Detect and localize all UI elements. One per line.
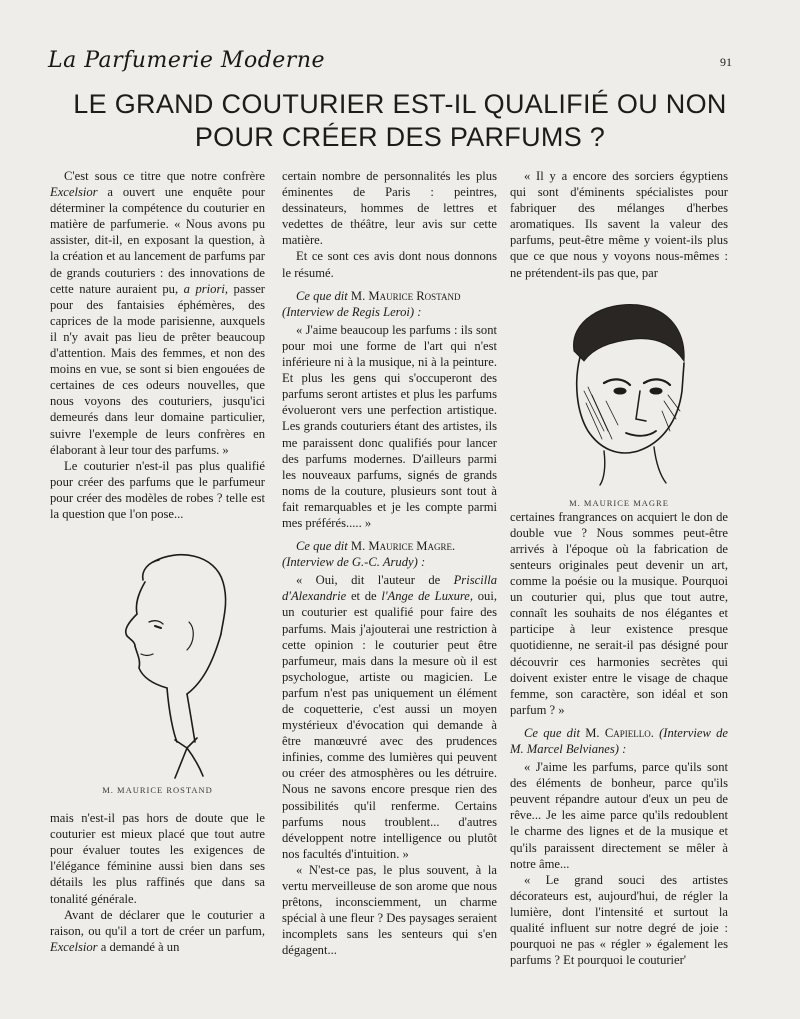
portrait-figure-magre [510,291,728,509]
portrait-rostand-drawing [83,542,233,782]
paragraph: Et ce sont ces avis dont nous donnons le résumé. [282,249,497,280]
page-number: 91 [720,55,732,69]
title-line-1: LE GRAND COUTURIER EST-IL QUALIFIÉ OU NON [73,89,727,119]
quote: « N'est-ce pas, le plus souvent, à la vertu merveilleuse de son arome que nous prêtons, inconsciemment, un charme spécial à une fleur ? Des paysages seraient incomplets sans les senteurs qui s'en dégagent... [282,862,497,958]
paragraph: C'est sous ce titre que notre confrère Excelsior a ouvert une enquête pour déterminer la compétence du couturier en matière de parfumerie. « Nous avons pu assister, dit-il, en exposant la question, à la création et au lancement de parfums par de grands couturiers : des innovations de cette nature auraient pu, a priori, passer pour des fantaisies éphémères, des caprices de la mode parisienne, auxquels il n'y avait pas lieu de prêter beaucoup d'attention. Mais des femmes, et non des moins en vue, se sont si bien engouées de certaines de ces odeurs nouvelles, que nous voyons des couturiers, jusqu'ici demeurés dans leur domaine particulier, suivre l'exemple de leurs confrères en élaborant à leur tour des parfums. » [50,169,265,457]
quote: « J'aime les parfums, parce qu'ils sont des éléments de bonheur, parce qu'ils peuvent répandre autour d'eux un peu de rêve... Je les aime parce qu'ils redoublent le charme des lignes et de la musique et qu'ils paraissent directement se mêler à notre âme... [510,760,728,871]
quote: « J'aime beaucoup les parfums : ils sont pour moi une forme de l'art qui n'est inférieure ni à la musique, ni à la peinture. Et plus les gens qui s'occuperont des parfums seront artistes et plus les parfums évolueront vers une perfection artistique. Les grands couturiers étant des artistes, ils me paraissent donc qualifiés pour lancer des parfums modernes. D'ailleurs parmi les nouveaux parfums, signés de grands noms de la couture, plusieurs sont tout à fait remarquables et je les compte parmi mes préférés..... » [282,322,497,530]
column-2 [282,168,497,959]
title-line-2: POUR CRÉER DES PARFUMS ? [194,122,606,152]
quote: « Oui, dit l'auteur de Priscilla d'Alexandrie et de l'Ange de Luxure, oui, un couturier est qualifié pour faire des parfums. Mais j'ajouterai une restriction à cette opinion : le couturier peut être parfumeur, mais dans la mesure où il est psychologue, artiste ou magicien. Le parfum n'est pas uniquement un élément de coquetterie, c'est aussi un moyen mystérieux d'évocation qui demande à être manœuvré avec des prudences infinies, comme des lumières qui peuvent ou créer des atmosphères ou les détruire. Nous ne savons encore presque rien des possibilités qu'il renferme. Certains parfums nous troublent... d'autres développent notre intelligence ou plutôt nos facultés d'intuition. » [282,573,497,861]
subheading-capiello: Ce que dit M. Capiello. (Interview de M. Marcel Belvianes) : [510,725,728,756]
paragraph: mais n'est-il pas hors de doute que le couturier est mieux placé que tout autre pour évaluer toutes les exigences de l'élégance féminine aussi bien dans ses détails les plus raffinés que dans sa tonalité générale. [50,811,265,906]
paragraph: Le couturier n'est-il pas plus qualifié pour créer des parfums que le parfumeur pour créer des modèles de robes ? telle est la question que l'on pose... [50,458,265,521]
paragraph: certain nombre de personnalités les plus éminentes de Paris : peintres, dessinateurs, hommes de lettres et vedettes de théâtre, leur avis sur cette matière. [282,169,497,248]
subheading-rostand: Ce que dit M. Maurice Rostand (Interview de Regis Leroi) : [282,288,461,319]
portrait-caption-rostand: M. MAURICE ROSTAND [102,785,213,796]
quote: certaines frangrances on acquiert le don de double vue ? Nous sommes peut-être arrivés à l'époque où la fabrication de senteurs originales peut devenir un art, comme la poésie ou la musique. Pourquoi un couturier qui, plus que tout autre, connaît les souhaits de nos élégantes et participe à leur existence presque quotidienne, ne serait-il pas désigné pour découvrir ces harmonies secrètes qui doivent exister entre le visage de chaque femme, son caractère, son idéal et son parfum ? » [510,509,728,717]
column-1 [50,168,265,955]
portrait-figure-rostand [50,542,265,804]
paragraph: Avant de déclarer que le couturier a raison, ou qu'il a tort de créer un parfum, Excelsior a demandé à un [50,907,265,954]
quote: « Le grand souci des artistes décorateurs est, aujourd'hui, de régler la lumière, dont l'intensité et surtout la qualité influent sur notre degré de joie : pourquoi ne pas « régler » également les parfums ? Et pourquoi le couturier' [510,872,728,968]
subheading-magre: Ce que dit M. Maurice Magre. (Interview de G.-C. Arudy) : [282,539,456,570]
masthead-logo: La Parfumerie Moderne [48,48,326,73]
article-title [40,88,760,154]
portrait-magre-drawing [544,291,694,487]
portrait-caption-magre: M. MAURICE MAGRE [569,497,669,508]
column-3 [510,168,728,968]
quote: « Il y a encore des sorciers égyptiens qui sont d'éminents spécialistes pour fabriquer des mélanges d'herbes aromatiques. Ils savent la valeur des parfums, peut-être même y voient-ils plus que ce que nous y voyons nous-mêmes : ne prétendent-ils pas que, par [510,169,728,280]
